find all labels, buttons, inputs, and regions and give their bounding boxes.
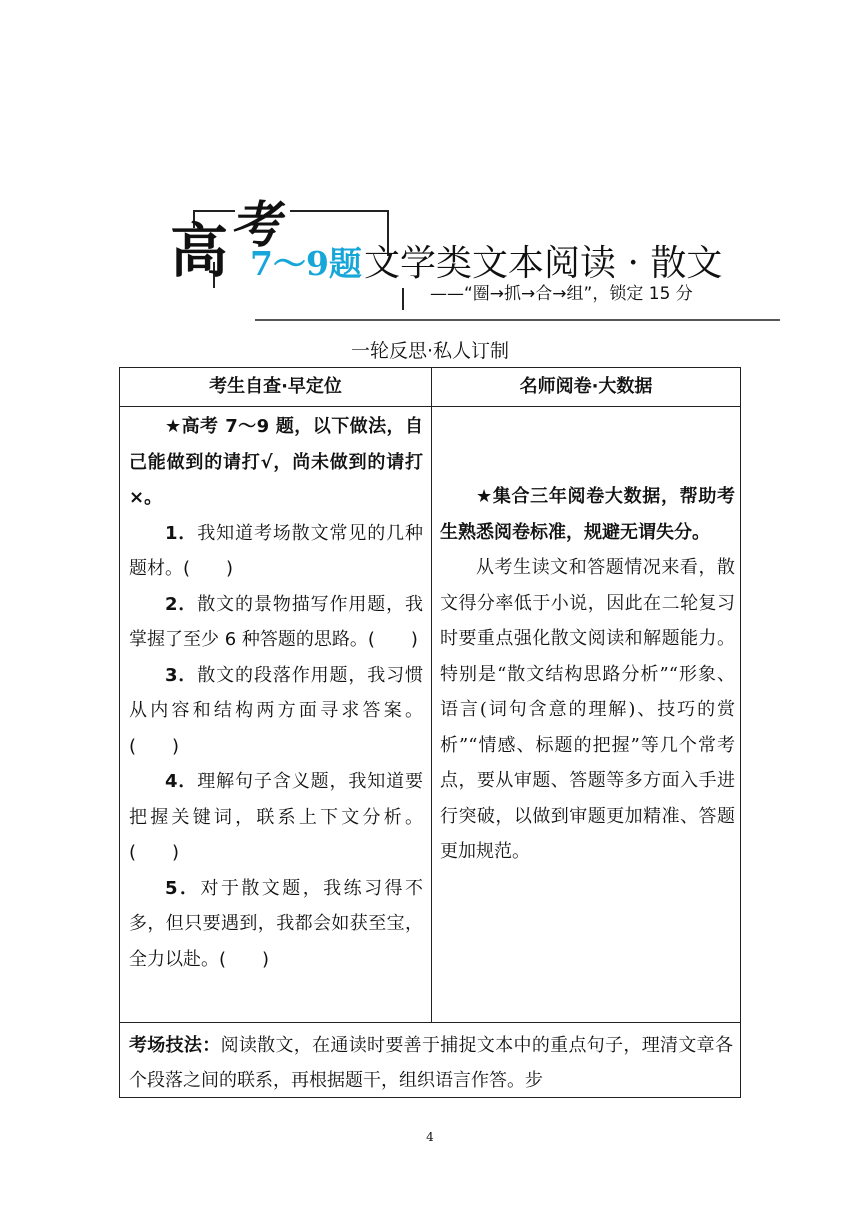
table-column-divider: [431, 368, 432, 1022]
header-right: 名师阅卷·大数据: [519, 376, 653, 397]
banner-frame-top-right: [290, 210, 388, 212]
banner-frame-top-left: [193, 210, 235, 212]
self-check-column: [129, 409, 423, 977]
exam-tips-label: 考场技法：: [129, 1035, 221, 1056]
item-text: 我知道考场散文常见的几种题材。( ): [129, 522, 423, 579]
item-number: 4．: [165, 771, 198, 792]
header-banner: [0, 0, 860, 330]
banner-kao-char: 考: [230, 195, 280, 254]
item-text: 散文的景物描写作用题，我掌握了至少 6 种答题的思路。( ): [129, 593, 423, 650]
reflection-table: [119, 367, 741, 1098]
banner-slogan-tick: [402, 288, 404, 310]
item-number: 2．: [165, 593, 198, 615]
self-check-intro: ★高考 7～9 题，以下做法，自己能做到的请打√，尚未做到的请打×。: [129, 416, 423, 508]
item-number: 3．: [165, 664, 198, 686]
self-check-item: [129, 764, 423, 871]
self-check-item: [129, 587, 423, 658]
table-footer-divider: [120, 1022, 740, 1023]
item-number: 5．: [165, 877, 201, 899]
header-left: 考生自查·早定位: [209, 376, 342, 397]
banner-gao-char: 高: [170, 217, 229, 285]
item-text: 对于散文题，我练习得不多，但只要遇到，我都会如获至宝，全力以赴。( ): [129, 877, 423, 970]
banner-slogan: ——“圈→抓→合→组”，锁定 15 分: [430, 284, 693, 304]
item-text: 散文的段落作用题，我习惯从内容和结构两方面寻求答案。( ): [129, 664, 423, 757]
teacher-data-body: 从考生读文和答题情况来看，散文得分率低于小说，因此在二轮复习时要重点强化散文阅读和解题能力。特别是“散文结构思路分析”“形象、语言(词句含意的理解)、技巧的赏析”“情感、标题的把握”等几个常考点，要从审题、答题等多方面入手进行突破，以做到审题更加精准、答题更加规范。: [440, 557, 735, 862]
section-caption: 一轮反思·私人订制: [350, 340, 510, 362]
banner-question-range: 7～9题: [250, 244, 362, 283]
banner-subject-title: 文学类文本阅读 · 散文: [364, 243, 723, 284]
teacher-data-column: [440, 479, 735, 870]
exam-tips: [129, 1028, 733, 1098]
exam-tips-text: 阅读散文，在通读时要善于捕捉文本中的重点句子，理清文章各个段落之间的联系，再根据题干，组织语言作答。步: [129, 1035, 733, 1091]
page-number: 4: [426, 1130, 434, 1144]
item-number: 1．: [165, 522, 198, 544]
banner-underline: [255, 319, 780, 321]
self-check-item: [129, 516, 423, 587]
self-check-item: [129, 658, 423, 765]
table-header-divider: [120, 406, 740, 407]
self-check-item: [129, 871, 423, 978]
item-text: 理解句子含义题，我知道要把握关键词，联系上下文分析。( ): [129, 771, 423, 863]
teacher-data-intro: ★集合三年阅卷大数据，帮助考生熟悉阅卷标准，规避无谓失分。: [440, 486, 735, 543]
